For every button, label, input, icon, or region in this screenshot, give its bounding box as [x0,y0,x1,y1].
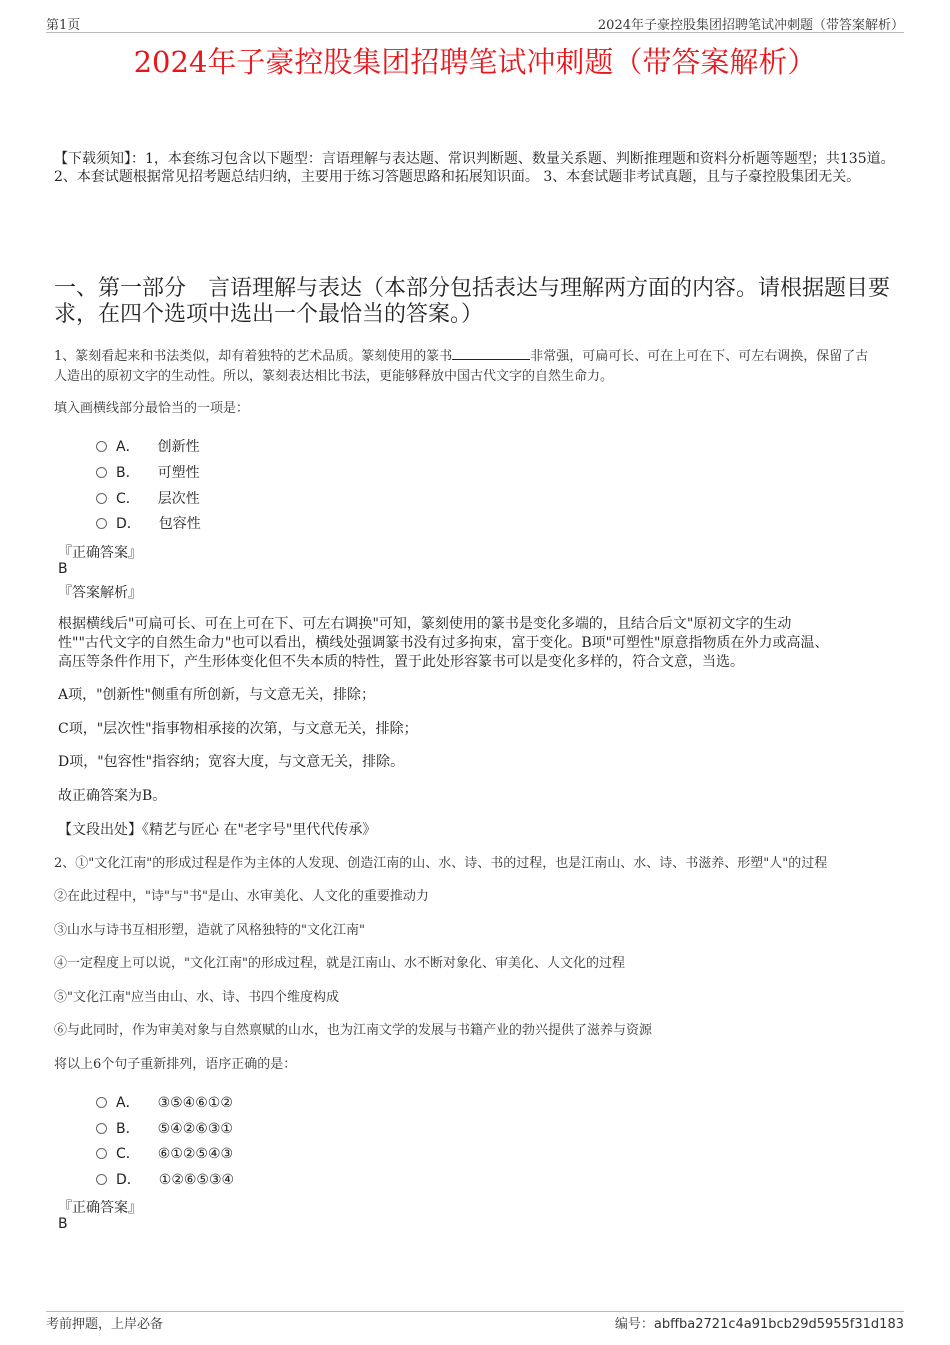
q1-prompt: 填入画横线部分最恰当的一项是： [54,401,250,416]
q1-stem-after: 非常强，可扁可长、可在上可在下、可左右调换，保留了古 [530,349,869,364]
q2-sentence: ②在此过程中，"诗"与"书"是山、水审美化、人文化的重要推动力 [54,889,429,904]
radio-icon[interactable] [96,1123,107,1134]
q1-option-d[interactable]: D． 包容性 [96,513,201,533]
q2-prompt: 将以上6个句子重新排列，语序正确的是： [54,1057,297,1072]
q1-blank [452,347,530,360]
q1-stem-line2: 人造出的原初文字的生动性。所以，篆刻表达相比书法，更能够释放中国古代文字的自然生命力。 [54,369,614,384]
q1-analysis-a: A项，"创新性"侧重有所创新，与文意无关，排除； [58,687,375,703]
header-divider [46,32,904,33]
q1-analysis [58,615,918,672]
footer-code [615,1313,904,1332]
q1-analysis-label: 『答案解析』 [58,585,142,601]
q2-sentence: ③山水与诗书互相形塑，造就了风格独特的"文化江南" [54,923,365,938]
q1-analysis-line: 根据横线后"可扁可长、可在上可在下、可左右调换"可知，篆刻使用的篆书是变化多端的，且结合后文"原初文字的生动 [58,616,792,632]
radio-icon[interactable] [96,1174,107,1185]
q1-stem [54,347,914,387]
q1-conclusion: 故正确答案为B。 [58,788,167,804]
radio-icon[interactable] [96,1148,107,1159]
q2-sentence: ⑥与此同时，作为审美对象与自然禀赋的山水，也为江南文学的发展与书籍产业的勃兴提供了滋养与资源 [54,1023,653,1038]
q1-analysis-d: D项，"包容性"指容纳；宽容大度，与文意无关，排除。 [58,754,405,770]
q2-sentence: 2、①"文化江南"的形成过程是作为主体的人发现、创造江南的山、水、诗、书的过程，也是江南山、水、诗、书滋养、形塑"人"的过程 [54,856,828,871]
radio-icon[interactable] [96,518,107,529]
footer-slogan: 考前押题，上岸必备 [46,1317,164,1332]
q1-option-b[interactable]: B． 可塑性 [96,462,200,482]
q1-option-c[interactable]: C． 层次性 [96,488,200,508]
radio-icon[interactable] [96,441,107,452]
q2-sentence: ⑤"文化江南"应当由山、水、诗、书四个维度构成 [54,990,339,1005]
q2-answer-label: 『正确答案』 [58,1200,142,1216]
q1-analysis-line: 性""古代文字的自然生命力"也可以看出，横线处强调篆书没有过多拘束，富于变化。B项"可塑性"原意指物质在外力或高温、 [58,635,829,651]
radio-icon[interactable] [96,1097,107,1108]
q2-answer: B [58,1216,68,1232]
q1-stem-before: 1、篆刻看起来和书法类似，却有着独特的艺术品质。篆刻使用的篆书 [54,349,453,364]
q1-answer-label: 『正确答案』 [58,545,142,561]
q2-option-d[interactable]: D． ①②⑥⑤③④ [96,1169,234,1189]
section-heading: 一、第一部分 言语理解与表达（本部分包括表达与理解两方面的内容。请根据题目要求，在四个选项中选出一个最恰当的答案。） [54,276,891,327]
footer-divider [46,1311,904,1312]
radio-icon[interactable] [96,493,107,504]
q2-option-c[interactable]: C． ⑥①②⑤④③ [96,1143,233,1163]
download-notice: 【下载须知】：1，本套练习包含以下题型：言语理解与表达题、常识判断题、数量关系题、判断推理题和资料分析题等题型；共135道。 2、本套试题根据常见招考题总结归纳，主要用于练习答题思路和拓展知识面。 3、本套试题非考试真题，且与子豪控股集团无关。 [54,151,895,185]
header-doc-title: 2024年子豪控股集团招聘笔试冲刺题（带答案解析） [597,18,904,33]
q2-sentence: ④一定程度上可以说，"文化江南"的形成过程，就是江南山、水不断对象化、审美化、人文化的过程 [54,956,625,971]
page-title: 2024年子豪控股集团招聘笔试冲刺题（带答案解析） [133,45,817,79]
q1-source: 【文段出处】《精艺与匠心 在"老字号"里代代传承》 [58,822,377,838]
q1-analysis-line: 高压等条件作用下，产生形体变化但不失本质的特性，置于此处形容篆书可以是变化多样的，符合文意，当选。 [58,654,744,670]
q1-analysis-c: C项，"层次性"指事物相承接的次第，与文意无关，排除； [58,721,418,737]
footer-code-label: 编号： [614,1317,654,1332]
q1-option-a[interactable]: A． 创新性 [96,436,200,456]
page-number: 第1页 [46,18,81,33]
q1-answer: B [58,561,68,577]
radio-icon[interactable] [96,467,107,478]
q2-option-a[interactable]: A． ③⑤④⑥①② [96,1092,233,1112]
q2-option-b[interactable]: B． ⑤④②⑥③① [96,1118,233,1138]
footer-code-value: abffba2721c4a91bcb29d5955f31d183 [653,1317,904,1332]
